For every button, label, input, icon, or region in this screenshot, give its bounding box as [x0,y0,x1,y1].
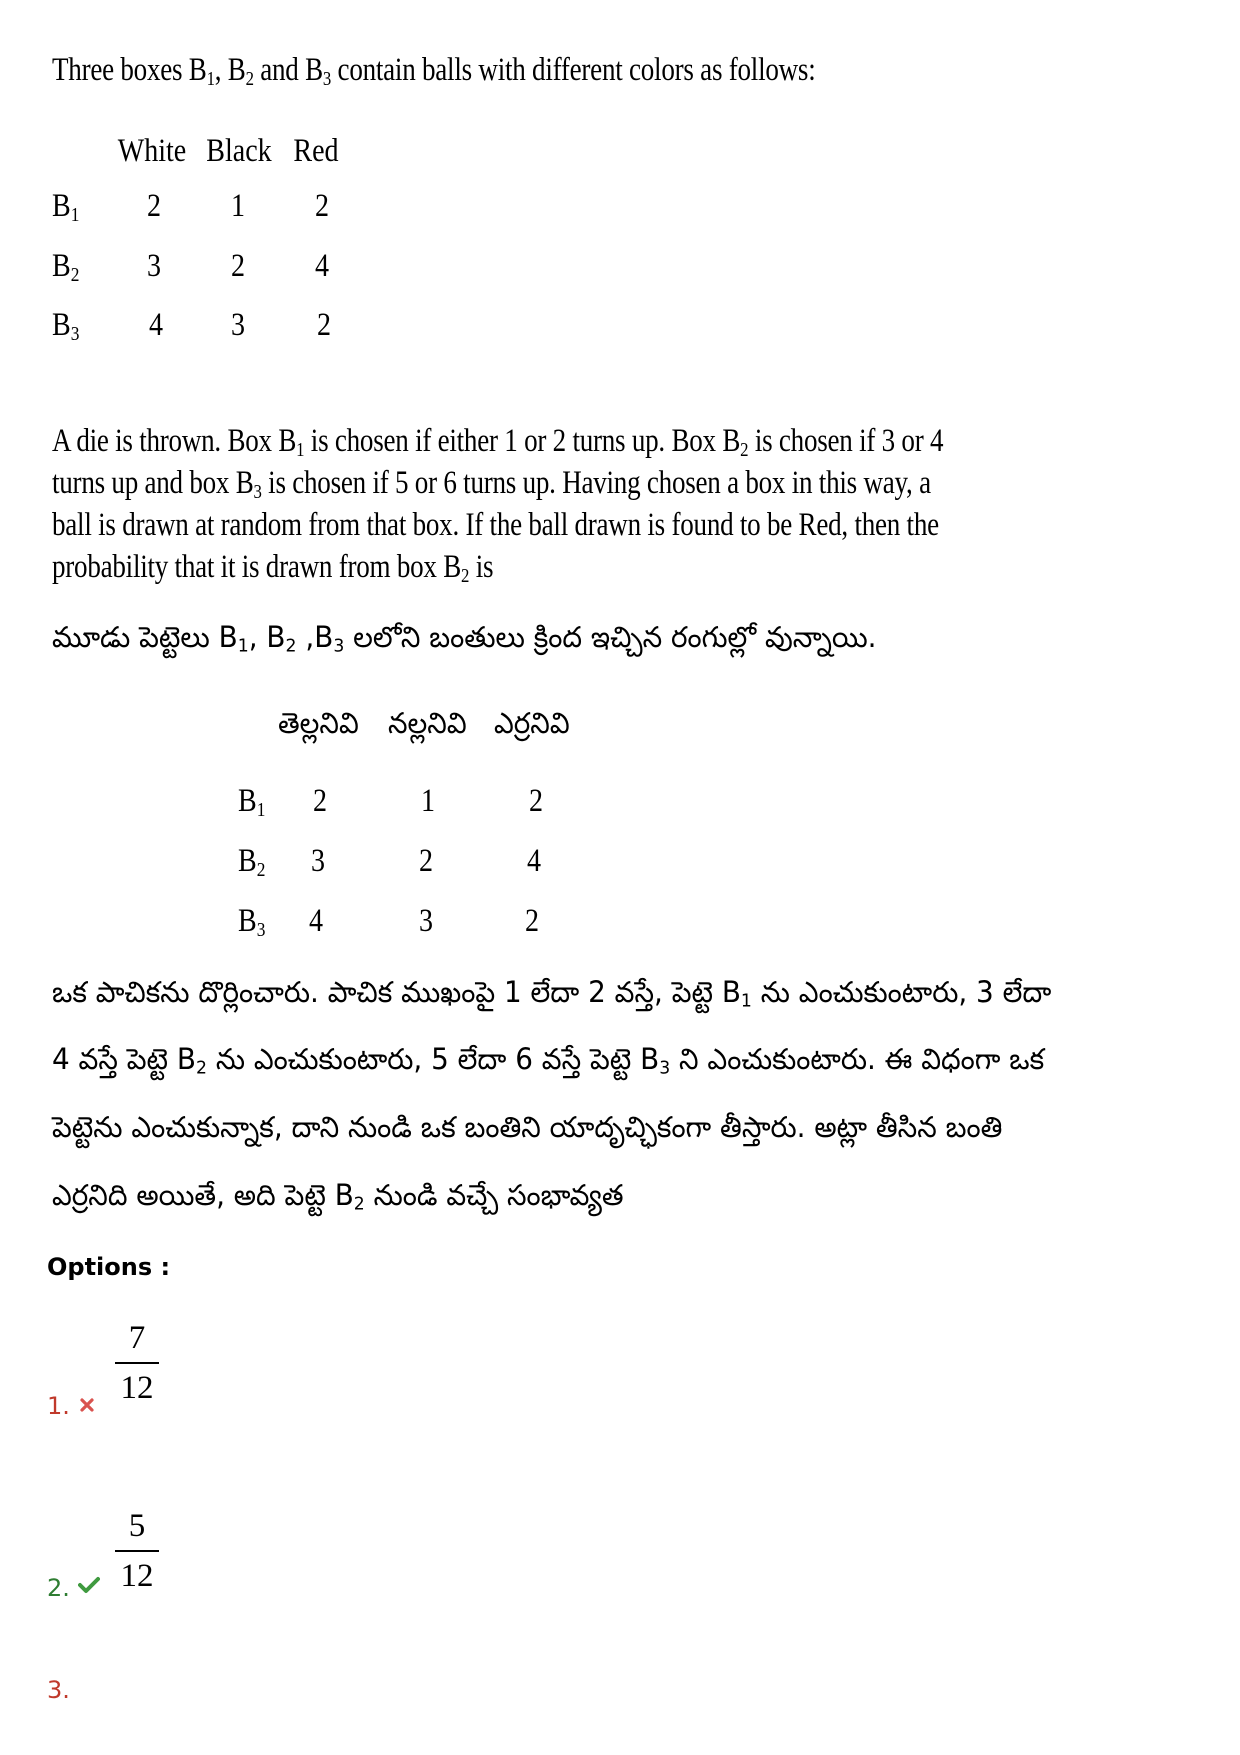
check-icon [78,1576,100,1594]
table-en-cell: 3 [146,248,162,284]
table-te-cell: 2 [524,903,540,939]
cross-icon [79,1397,95,1413]
table-te-cell: 2 [312,783,328,819]
option-number: 1. [47,1392,70,1420]
table-en-cell: 4 [148,307,164,343]
paragraph-en-line: ball is drawn at random from that box. If the ball drawn is found to be Red, then the [52,507,939,543]
table-te-cell: 4 [526,843,542,879]
table-en-cell: 2 [316,307,332,343]
table-te-row-label: $B_2$ [238,843,266,882]
table-en-cell: 2 [230,248,246,284]
table-te-cell: 3 [418,903,434,939]
fraction-numerator: 5 [128,1508,146,1544]
fraction-bar [115,1362,159,1364]
paragraph-en-line: probability that it is drawn from box $B_2$ is [52,549,494,588]
options-label: Options : [47,1253,171,1281]
table-en-header-black: Black [206,133,272,169]
table-en-cell: 2 [314,188,330,224]
fraction-numerator: 7 [128,1320,146,1356]
table-te-cell: 2 [418,843,434,879]
table-te-row-label: $B_3$ [238,903,266,942]
option-fraction [115,1506,159,1596]
paragraph-te-line: పెట్టెను ఎంచుకున్నాక, దాని నుండి ఒక బంతిని యాదృచ్ఛికంగా తీస్తారు. అట్లా తీసిన బంతి [52,1110,1003,1144]
paragraph-en-line: A die is thrown. Box $B_1$ is chosen if either 1 or 2 turns up. Box $B_2$ is chosen if 3 or 4 [52,423,944,462]
table-en-header-white: White [117,133,187,169]
question-intro-en: Three boxes $B_1$, $B_2$ and $B_3$ contain balls with different colors as follows: [52,52,816,91]
option-fraction [115,1318,159,1408]
paragraph-te-line: ఒక పాచికను దొర్లించారు. పాచిక ముఖంపై 1 లేదా 2 వస్తే, పెట్టె $B_1$ ను ఎంచుకుంటారు, 3 లేదా [52,975,1052,1012]
table-te-cell: 3 [310,843,326,879]
table-en-cell: 1 [230,188,246,224]
fraction-denominator: 12 [120,1370,154,1406]
table-en-cell: 4 [314,248,330,284]
option-number: 2. [47,1574,70,1602]
table-en-row-label: $B_3$ [52,307,80,346]
paragraph-en-line: turns up and box $B_3$ is chosen if 5 or 6 turns up. Having chosen a box in this way, a [52,465,931,504]
table-en-row-label: $B_1$ [52,188,80,227]
question-intro-te: మూడు పెట్టెలు $B_1$, $B_2$ $,B_3$ లలోని బంతులు క్రింద ఇచ్చిన రంగుల్లో వున్నాయి. [52,620,877,657]
option-number: 3. [47,1676,70,1704]
table-te-header-white: తెల్లనివి [278,706,359,740]
table-te-cell: 1 [420,783,436,819]
table-te-cell: 4 [308,903,324,939]
table-te-header-red: ఎర్రనివి [494,706,570,740]
fraction-denominator: 12 [120,1558,154,1594]
table-en-row-label: $B_2$ [52,248,80,287]
table-te-row-label: $B_1$ [238,783,266,822]
table-en-cell: 2 [146,188,162,224]
table-en-cell: 3 [230,307,246,343]
table-te-cell: 2 [528,783,544,819]
fraction-bar [115,1550,159,1552]
paragraph-te-line: 4 వస్తే పెట్టె $B_2$ ను ఎంచుకుంటారు, 5 లేదా 6 వస్తే పెట్టె $B_3$ ని ఎంచుకుంటారు. ఈ విధంగా ఒక [52,1042,1045,1079]
paragraph-te-line: ఎర్రనిది అయితే, అది పెట్టె $B_2$ నుండి వచ్చే సంభావ్యత [52,1178,624,1215]
table-te-header-black: నల్లనివి [388,706,467,740]
table-en-header-red: Red [293,133,339,169]
